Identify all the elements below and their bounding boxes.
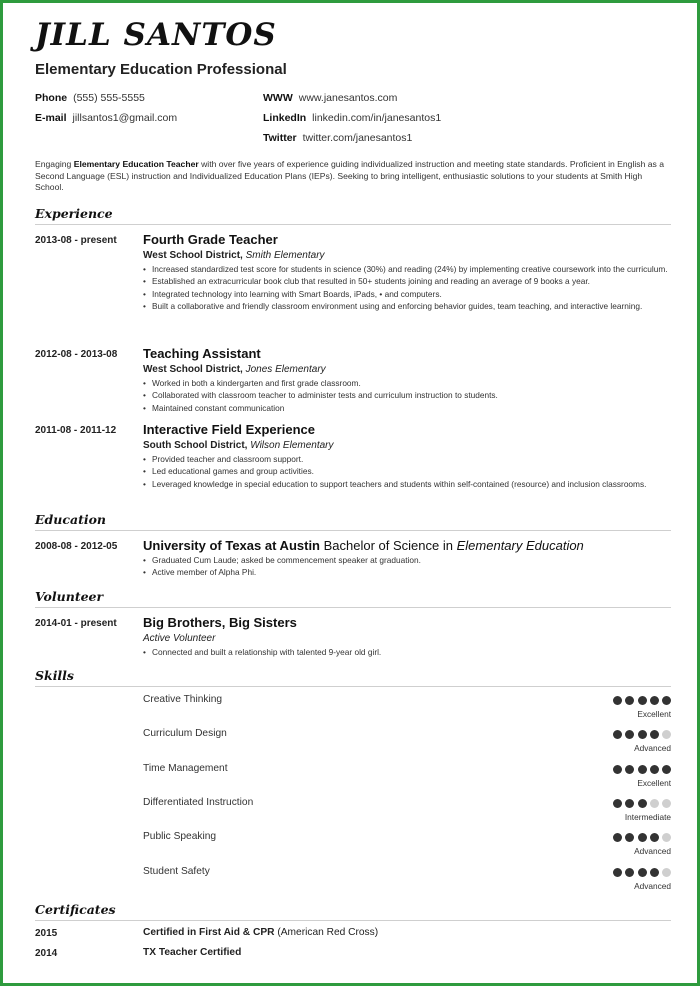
skill-name: Differentiated Instruction [143, 797, 254, 808]
contact-twitter [263, 132, 412, 144]
volunteer-org: Big Brothers, Big Sisters [143, 615, 297, 630]
volunteer-role [143, 633, 215, 644]
section-title-skills: Skills [35, 668, 74, 683]
list-item: • Maintained constant communication [143, 402, 671, 414]
list-item: • Leveraged knowledge in special education to support teachers and students within self-contained (resource) and inclusion classrooms. [143, 478, 671, 490]
field-of-study: Elementary Education [456, 538, 584, 553]
email-label: E-mail [35, 112, 67, 124]
skill-name: Public Speaking [143, 831, 217, 842]
job-bullets [143, 377, 671, 414]
employer-location: Jones Elementary [245, 364, 326, 375]
rating-dot-filled [625, 696, 634, 705]
list-item: • Integrated technology into learning with Smart Boards, iPads, • and computers. [143, 288, 671, 300]
rating-dot-filled [650, 730, 659, 739]
candidate-name: JILL SANTOS [35, 17, 277, 53]
certificate-entry [143, 927, 378, 938]
list-item: • Established an extracurricular book club that resulted in 50+ students joining and reading an average of 9 books a year. [143, 275, 671, 287]
education-bullets [143, 554, 671, 579]
degree: Bachelor of Science in [323, 538, 453, 553]
job-bullets [143, 263, 671, 313]
job-title: Teaching Assistant [143, 346, 261, 361]
rating-dot-filled [650, 696, 659, 705]
skill-rating-dots [613, 868, 671, 877]
rating-dot-empty [662, 833, 671, 842]
job-title: Fourth Grade Teacher [143, 232, 278, 247]
job-employer [143, 440, 334, 451]
skill-name: Curriculum Design [143, 728, 227, 739]
linkedin-label: LinkedIn [263, 112, 307, 124]
rating-dot-filled [638, 730, 647, 739]
rating-dot-filled [625, 799, 634, 808]
certificate-entry [143, 947, 241, 958]
skill-rating-dots [613, 696, 671, 705]
rating-dot-filled [638, 868, 647, 877]
job-bullets [143, 453, 671, 490]
rating-dot-filled [613, 730, 622, 739]
rating-dot-filled [638, 696, 647, 705]
rating-dot-filled [638, 833, 647, 842]
rating-dot-filled [638, 799, 647, 808]
certificate-year: 2014 [35, 948, 58, 959]
skill-level: Excellent [637, 778, 671, 788]
rating-dot-filled [613, 696, 622, 705]
list-item: • Increased standardized test score for students in science (30%) and reading (24%) by implementing creative coursework into the curriculum. [143, 263, 671, 275]
job-dates: 2011-08 - 2011-12 [35, 425, 117, 436]
rating-dot-filled [650, 868, 659, 877]
education-entry [143, 538, 584, 553]
job-employer [143, 250, 325, 261]
job-dates: 2012-08 - 2013-08 [35, 349, 118, 360]
employer-name: West School District, [143, 364, 243, 375]
rating-dot-filled [613, 765, 622, 774]
www-link[interactable]: www.janesantos.com [298, 92, 398, 104]
skill-level: Advanced [634, 881, 671, 891]
section-title-certificates: Certificates [35, 902, 116, 917]
rating-dot-empty [650, 799, 659, 808]
certificate-year: 2015 [35, 928, 58, 939]
job-employer [143, 364, 326, 375]
role-name: Active Volunteer [143, 633, 216, 644]
skill-level: Advanced [634, 743, 671, 753]
skill-rating-dots [613, 833, 671, 842]
rating-dot-filled [613, 833, 622, 842]
skill-rating-dots [613, 730, 671, 739]
section-divider [35, 686, 671, 687]
skill-level: Advanced [634, 846, 671, 856]
rating-dot-filled [625, 765, 634, 774]
skill-level: Excellent [637, 709, 671, 719]
section-divider [35, 530, 671, 531]
twitter-link[interactable]: twitter.com/janesantos1 [302, 132, 413, 144]
employer-location: Smith Elementary [245, 250, 325, 261]
list-item: • Graduated Cum Laude; asked be commencement speaker at graduation. [143, 554, 671, 566]
summary-pre: Engaging [35, 159, 74, 169]
list-item: • Led educational games and group activities. [143, 465, 671, 477]
rating-dot-filled [662, 765, 671, 774]
list-item: • Built a collaborative and friendly classroom environment using and enforcing behavior guides, team teaching, and interactive learning. [143, 300, 671, 312]
list-item: • Active member of Alpha Phi. [143, 566, 671, 578]
skill-name: Time Management [143, 763, 228, 774]
rating-dot-empty [662, 730, 671, 739]
contact-linkedin [263, 112, 441, 124]
rating-dot-filled [613, 868, 622, 877]
summary-post: with over five years of experience guiding individualized instruction and meeting state standards. Proficient in English as a Second Language (ESL) instruction and Individualized Education Plans (IEPs). Seeking to bring intelligent, enthusiastic solutions to your students at Smith High School. [35, 159, 664, 192]
volunteer-dates: 2014-01 - present [35, 618, 117, 629]
section-divider [35, 224, 671, 225]
summary-paragraph [35, 159, 665, 194]
employer-name: South School District, [143, 440, 248, 451]
skill-rating-dots [613, 799, 671, 808]
job-title: Interactive Field Experience [143, 422, 315, 437]
education-dates: 2008-08 - 2012-05 [35, 541, 118, 552]
list-item: • Collaborated with classroom teacher to administer tests and curriculum instruction to students. [143, 389, 671, 401]
list-item: • Connected and built a relationship with talented 9-year old girl. [143, 646, 671, 658]
job-dates: 2013-08 - present [35, 235, 117, 246]
rating-dot-filled [625, 730, 634, 739]
list-item: • Worked in both a kindergarten and first grade classroom. [143, 377, 671, 389]
section-divider [35, 920, 671, 921]
email-value[interactable]: jillsantos1@gmail.com [72, 112, 178, 124]
skill-rating-dots [613, 765, 671, 774]
list-item: • Provided teacher and classroom support. [143, 453, 671, 465]
professional-title: Elementary Education Professional [35, 61, 287, 78]
section-title-education: Education [35, 512, 107, 527]
employer-location: Wilson Elementary [250, 440, 334, 451]
twitter-label: Twitter [263, 132, 297, 144]
rating-dot-filled [625, 868, 634, 877]
rating-dot-filled [650, 833, 659, 842]
summary-highlight: Elementary Education Teacher [73, 159, 199, 169]
employer-name: West School District, [143, 250, 243, 261]
section-divider [35, 607, 671, 608]
rating-dot-filled [650, 765, 659, 774]
rating-dot-empty [662, 799, 671, 808]
certificate-name: TX Teacher Certified [143, 947, 242, 958]
rating-dot-filled [662, 696, 671, 705]
rating-dot-filled [613, 799, 622, 808]
skill-name: Creative Thinking [143, 694, 223, 705]
contact-www [263, 92, 397, 104]
skill-level: Intermediate [624, 812, 671, 822]
contact-email [35, 112, 177, 124]
skill-name: Student Safety [143, 866, 210, 877]
section-title-experience: Experience [35, 206, 113, 221]
contact-phone [35, 92, 145, 104]
rating-dot-filled [625, 833, 634, 842]
phone-value: (555) 555-5555 [73, 92, 145, 104]
rating-dot-filled [638, 765, 647, 774]
rating-dot-empty [662, 868, 671, 877]
school-name: University of Texas at Austin [143, 538, 320, 553]
phone-label: Phone [35, 92, 68, 104]
section-title-volunteer: Volunteer [35, 589, 104, 604]
www-label: WWW [263, 92, 293, 104]
linkedin-link[interactable]: linkedin.com/in/janesantos1 [312, 112, 442, 124]
certificate-issuer: (American Red Cross) [277, 927, 379, 938]
volunteer-bullets [143, 646, 671, 658]
certificate-name: Certified in First Aid & CPR [143, 927, 275, 938]
